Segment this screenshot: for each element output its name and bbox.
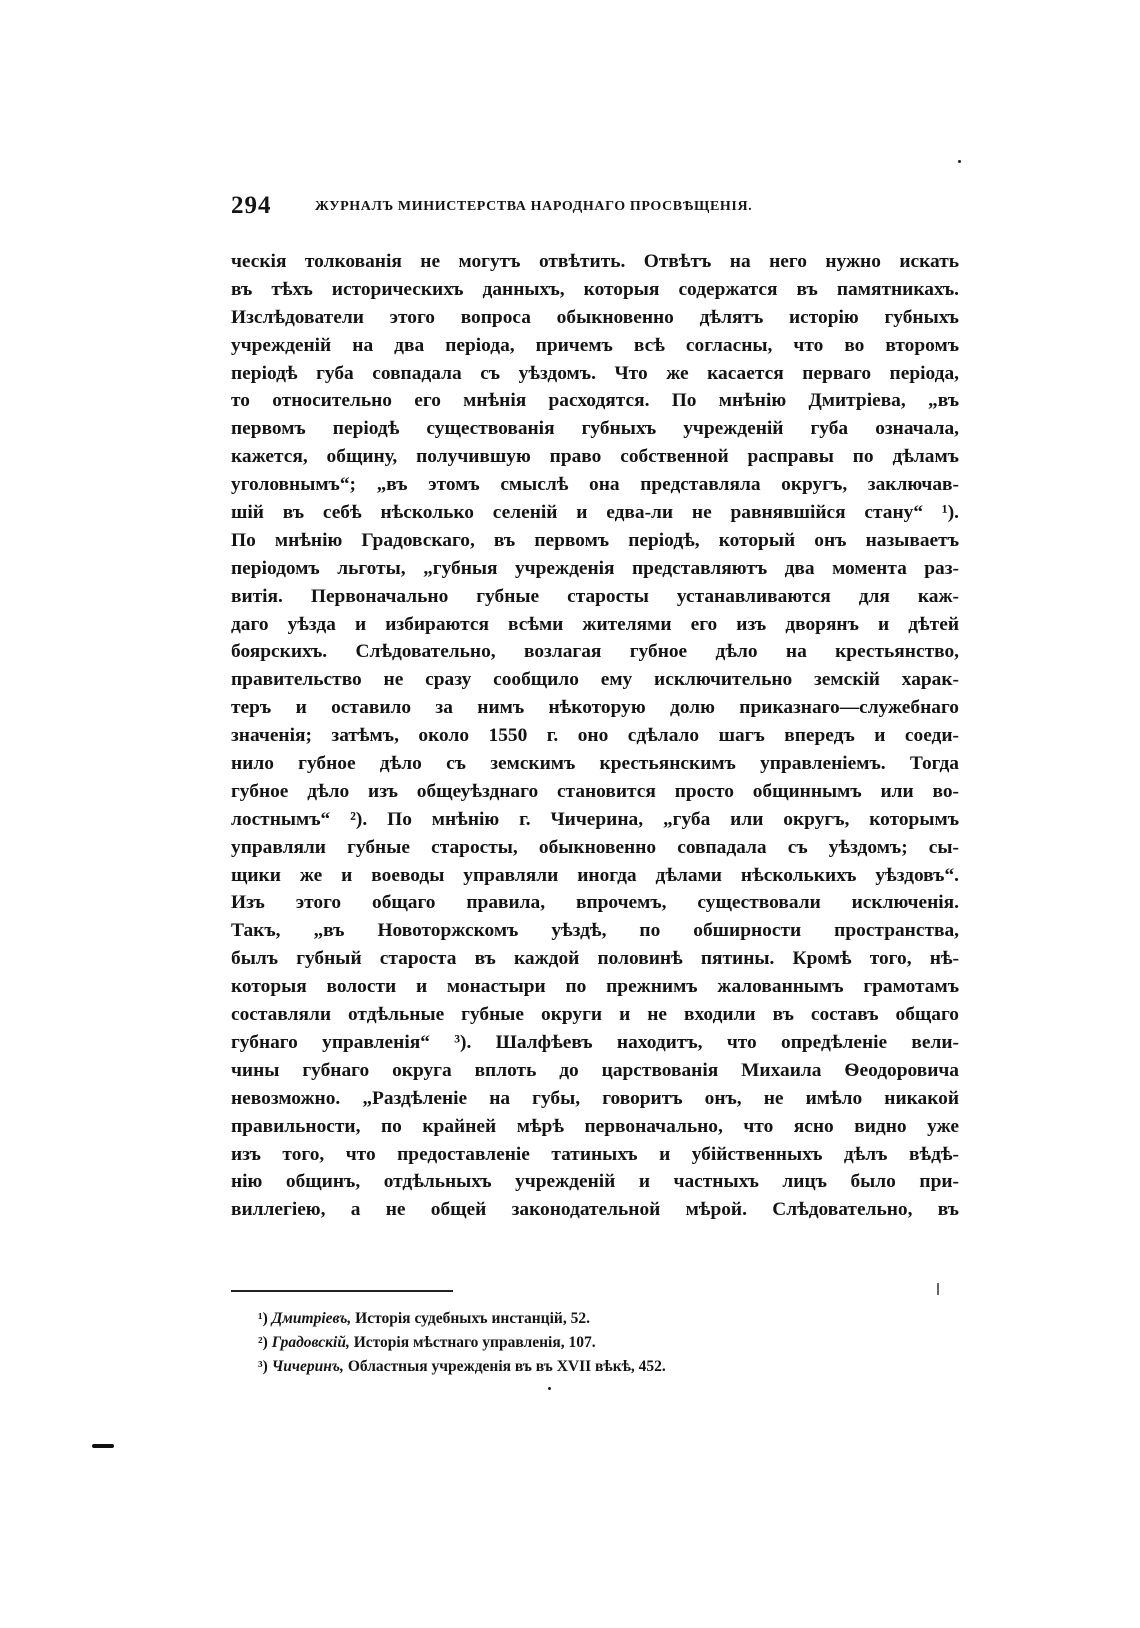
text-line: составляли отдѣльные губные округи и не входили въ составъ общаго [231, 1004, 959, 1026]
footnote-text: Исторія судебныхъ инстанцій, 52. [355, 1310, 590, 1327]
footnote-author: Чичеринъ, [271, 1358, 344, 1375]
text-line: губное дѣло изъ общеуѣзднаго становится просто общиннымъ или во- [231, 780, 959, 802]
footnote [258, 1331, 818, 1355]
text-line: щики же и воеводы управляли иногда дѣлами нѣсколькихъ уѣздовъ“. [231, 864, 959, 886]
text-line: учрежденій на два періода, причемъ всѣ согласны, что во второмъ [231, 334, 959, 356]
text-line: періодѣ губа совпадала съ уѣздомъ. Что же касается перваго періода, [231, 362, 959, 384]
text-line: нило губное дѣло съ земскимъ крестьянскимъ управленіемъ. Тогда [231, 753, 959, 775]
page-number: 294 [231, 192, 272, 219]
text-line: По мнѣнію Градовскаго, въ первомъ періодѣ, который онъ называетъ [231, 529, 959, 551]
text-line: Изъ этого общаго правила, впрочемъ, существовали исключенія. [231, 892, 959, 914]
text-line: въ тѣхъ историческихъ данныхъ, которыя содержатся въ памятникахъ. [231, 278, 959, 300]
speck [548, 1387, 551, 1390]
footnote [258, 1355, 818, 1379]
footnote-rule [231, 1290, 453, 1292]
text-line: первомъ періодѣ существованія губныхъ учрежденій губа означала, [231, 418, 959, 440]
margin-tick [937, 1283, 939, 1295]
text-line: то относительно его мнѣнія расходятся. По мнѣнію Дмитріева, „въ [231, 390, 959, 412]
text-line: виллегіею, а не общей законодательной мѣрой. Слѣдовательно, въ [231, 1199, 959, 1221]
margin-mark [92, 1444, 114, 1448]
footnotes [258, 1307, 818, 1379]
text-line: губнаго управленія“ ³). Шалфѣевъ находитъ, что опредѣленіе вели- [231, 1031, 959, 1053]
text-line: нію общинъ, отдѣльныхъ учрежденій и частныхъ лицъ было при- [231, 1171, 959, 1193]
page-header [231, 192, 871, 222]
footnote-author: Дмитріевъ, [271, 1310, 352, 1327]
text-line: изъ того, что предоставленіе татиныхъ и убійственныхъ дѣлъ вѣдѣ- [231, 1143, 959, 1165]
text-line: управляли губные старосты, обыкновенно совпадала съ уѣздомъ; сы- [231, 836, 959, 858]
footnote-mark: ¹) [258, 1310, 268, 1327]
text-line: боярскихъ. Слѣдовательно, возлагая губное дѣло на крестьянство, [231, 641, 959, 663]
text-line: витія. Первоначально губные старосты устанавливаются для каж- [231, 585, 959, 607]
text-line: періодомъ льготы, „губныя учрежденія представляютъ два момента раз- [231, 557, 959, 579]
text-line: уголовнымъ“; „въ этомъ смыслѣ она представляла округъ, заключав- [231, 474, 959, 496]
footnote-mark: ³) [258, 1358, 268, 1375]
text-line: правительство не сразу сообщило ему исключительно земскій харак- [231, 669, 959, 691]
footnote-text: Областныя учрежденія въ въ XVII вѣкѣ, 452. [347, 1358, 666, 1375]
text-line: Такъ, „въ Новоторжскомъ уѣздѣ, по обширности пространства, [231, 920, 959, 942]
text-line: ческія толкованія не могутъ отвѣтить. Отвѣтъ на него нужно искать [231, 251, 959, 272]
text-line: теръ и оставило за нимъ нѣкоторую долю приказнаго—служебнаго [231, 697, 959, 719]
footnote-mark: ²) [258, 1334, 268, 1351]
running-title: ЖУРНАЛЪ МИНИСТЕРСТВА НАРОДНАГО ПРОСВѢЩЕНІЯ. [315, 199, 753, 214]
text-line: Изслѣдователи этого вопроса обыкновенно дѣлятъ исторію губныхъ [231, 306, 959, 328]
text-line: лостнымъ“ ²). По мнѣнію г. Чичерина, „губа или округъ, которымъ [231, 808, 959, 830]
speck [958, 160, 961, 163]
text-line: которыя волости и монастыри по прежнимъ жалованнымъ грамотамъ [231, 976, 959, 998]
footnote-text: Исторія мѣстнаго управленія, 107. [353, 1334, 596, 1351]
text-line: значенія; затѣмъ, около 1550 г. оно сдѣлало шагъ впередъ и соеди- [231, 725, 959, 747]
footnote-author: Градовскій, [271, 1334, 350, 1351]
body-text [231, 248, 959, 1224]
footnote [258, 1307, 818, 1331]
text-line: невозможно. „Раздѣленіе на губы, говоритъ онъ, не имѣло никакой [231, 1087, 959, 1109]
text-line: кажется, общину, получившую право собственной расправы по дѣламъ [231, 446, 959, 468]
text-line: правильности, по крайней мѣрѣ первоначально, что ясно видно уже [231, 1115, 959, 1137]
text-line: даго уѣзда и избираются всѣми жителями его изъ дворянъ и дѣтей [231, 613, 959, 635]
text-line: чины губнаго округа вплоть до царствованія Михаила Ѳеодоровича [231, 1059, 959, 1081]
text-line: шій въ себѣ нѣсколько селеній и едва-ли не равнявшійся стану“ ¹). [231, 502, 959, 524]
text-line: былъ губный староста въ каждой половинѣ пятины. Кромѣ того, нѣ- [231, 948, 959, 970]
